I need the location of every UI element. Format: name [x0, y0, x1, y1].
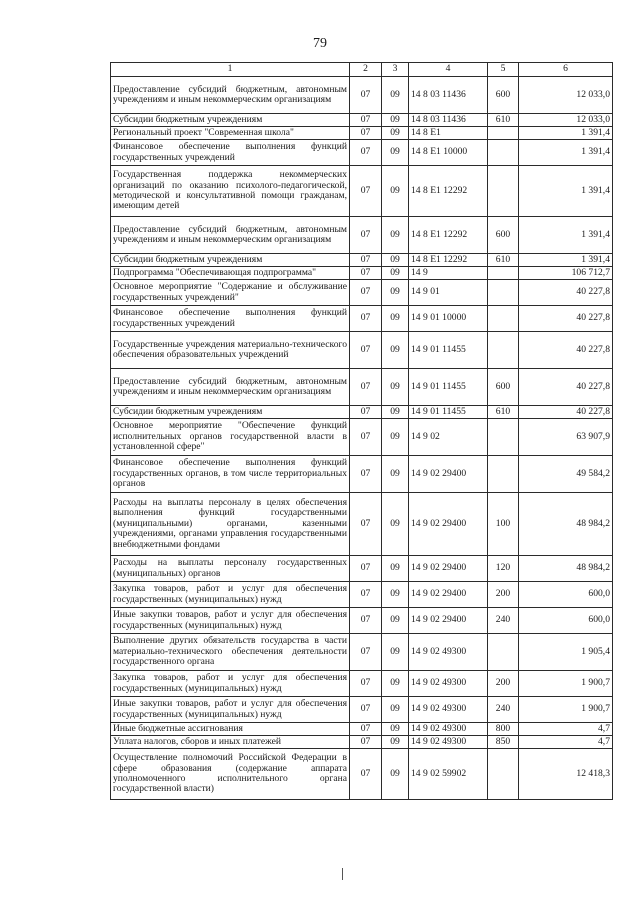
row-code: 14 8 03 11436: [409, 114, 488, 127]
row-name: Расходы на выплаты персоналу в целях обеспечения выполнения функций государственными (муниципальными) органами, казенными учреждениями, органами управления государственными внебюджетными фондами: [111, 493, 350, 556]
row-subsection: 09: [382, 608, 409, 634]
row-type: [488, 749, 519, 800]
row-code: 14 8 E1: [409, 127, 488, 140]
row-type: 610: [488, 406, 519, 419]
row-subsection: 09: [382, 280, 409, 306]
table-row: [111, 114, 613, 127]
table-row: [111, 406, 613, 419]
row-amount: 40 227,8: [519, 369, 613, 406]
table-row: [111, 582, 613, 608]
row-subsection: 09: [382, 369, 409, 406]
row-code: 14 9 02: [409, 419, 488, 456]
row-amount: 4,7: [519, 723, 613, 736]
row-name: Подпрограмма "Обеспечивающая подпрограмма": [111, 267, 350, 280]
row-subsection: 09: [382, 114, 409, 127]
row-name: Расходы на выплаты персоналу государственных (муниципальных) органов: [111, 556, 350, 582]
row-name: Закупка товаров, работ и услуг для обеспечения государственных (муниципальных) нужд: [111, 582, 350, 608]
row-subsection: 09: [382, 166, 409, 217]
row-section: 07: [350, 582, 382, 608]
row-amount: 48 984,2: [519, 493, 613, 556]
row-name: Субсидии бюджетным учреждениям: [111, 254, 350, 267]
row-subsection: 09: [382, 582, 409, 608]
row-subsection: 09: [382, 749, 409, 800]
header-amount: 6: [519, 63, 613, 77]
row-amount: 1 391,4: [519, 254, 613, 267]
row-name: Иные бюджетные ассигнования: [111, 723, 350, 736]
header-code: 4: [409, 63, 488, 77]
row-type: 610: [488, 114, 519, 127]
row-subsection: 09: [382, 267, 409, 280]
row-type: 120: [488, 556, 519, 582]
row-type: [488, 306, 519, 332]
row-section: 07: [350, 406, 382, 419]
row-amount: 1 391,4: [519, 127, 613, 140]
row-code: 14 8 E1 12292: [409, 166, 488, 217]
row-type: 200: [488, 582, 519, 608]
row-subsection: 09: [382, 419, 409, 456]
row-section: 07: [350, 114, 382, 127]
table-row: [111, 166, 613, 217]
row-amount: 40 227,8: [519, 280, 613, 306]
row-code: 14 9 02 49300: [409, 634, 488, 671]
budget-table: [110, 62, 613, 800]
row-name: Иные закупки товаров, работ и услуг для обеспечения государственных (муниципальных) нужд: [111, 608, 350, 634]
row-amount: 1 391,4: [519, 217, 613, 254]
row-name: Государственная поддержка некоммерческих организаций по оказанию психолого-педагогической, методической и консультативной помощи гражданам, имеющим детей: [111, 166, 350, 217]
row-subsection: 09: [382, 217, 409, 254]
row-subsection: 09: [382, 723, 409, 736]
row-section: 07: [350, 127, 382, 140]
row-subsection: 09: [382, 254, 409, 267]
row-amount: 600,0: [519, 608, 613, 634]
row-code: 14 9: [409, 267, 488, 280]
row-code: 14 9 02 29400: [409, 493, 488, 556]
row-amount: 12 033,0: [519, 77, 613, 114]
row-type: [488, 166, 519, 217]
row-code: 14 9 01 11455: [409, 369, 488, 406]
row-code: 14 9 02 29400: [409, 582, 488, 608]
row-type: 600: [488, 77, 519, 114]
table-row: [111, 671, 613, 697]
row-section: 07: [350, 369, 382, 406]
row-name: Государственные учреждения материально-технического обеспечения образовательных учреждений: [111, 332, 350, 369]
row-name: Закупка товаров, работ и услуг для обеспечения государственных (муниципальных) нужд: [111, 671, 350, 697]
row-type: 850: [488, 736, 519, 749]
row-amount: 600,0: [519, 582, 613, 608]
row-code: 14 9 01 10000: [409, 306, 488, 332]
table-header-row: [111, 63, 613, 77]
row-name: Иные закупки товаров, работ и услуг для обеспечения государственных (муниципальных) нужд: [111, 697, 350, 723]
row-code: 14 9 01 11455: [409, 406, 488, 419]
table-row: [111, 140, 613, 166]
header-type: 5: [488, 63, 519, 77]
row-amount: 106 712,7: [519, 267, 613, 280]
row-name: Уплата налогов, сборов и иных платежей: [111, 736, 350, 749]
row-section: 07: [350, 254, 382, 267]
row-code: 14 8 E1 12292: [409, 254, 488, 267]
row-section: 07: [350, 608, 382, 634]
table-row: [111, 608, 613, 634]
table-row: [111, 77, 613, 114]
row-section: 07: [350, 697, 382, 723]
row-subsection: 09: [382, 127, 409, 140]
header-name: 1: [111, 63, 350, 77]
row-name: Субсидии бюджетным учреждениям: [111, 114, 350, 127]
row-amount: 40 227,8: [519, 406, 613, 419]
row-amount: 12 033,0: [519, 114, 613, 127]
row-type: [488, 419, 519, 456]
row-amount: 63 907,9: [519, 419, 613, 456]
row-type: 100: [488, 493, 519, 556]
row-name: Предоставление субсидий бюджетным, автономным учреждениям и иным некоммерческим организациям: [111, 77, 350, 114]
row-amount: 40 227,8: [519, 332, 613, 369]
row-section: 07: [350, 749, 382, 800]
table-row: [111, 749, 613, 800]
row-type: 600: [488, 217, 519, 254]
table-row: [111, 556, 613, 582]
table-row: [111, 419, 613, 456]
row-section: 07: [350, 77, 382, 114]
row-code: 14 9 01: [409, 280, 488, 306]
row-name: Выполнение других обязательств государства в части материально-технического обеспечения деятельности государственного органа: [111, 634, 350, 671]
row-amount: 49 584,2: [519, 456, 613, 493]
row-type: 600: [488, 369, 519, 406]
row-code: 14 9 02 29400: [409, 556, 488, 582]
row-code: 14 9 02 49300: [409, 723, 488, 736]
row-type: [488, 140, 519, 166]
row-amount: 40 227,8: [519, 306, 613, 332]
table-row: [111, 332, 613, 369]
row-type: 240: [488, 608, 519, 634]
row-type: [488, 280, 519, 306]
header-subsection: 3: [382, 63, 409, 77]
row-subsection: 09: [382, 77, 409, 114]
row-section: 07: [350, 634, 382, 671]
row-name: Предоставление субсидий бюджетным, автономным учреждениям и иным некоммерческим организациям: [111, 217, 350, 254]
row-subsection: 09: [382, 671, 409, 697]
row-section: 07: [350, 140, 382, 166]
row-subsection: 09: [382, 736, 409, 749]
row-subsection: 09: [382, 406, 409, 419]
table-row: [111, 267, 613, 280]
row-amount: 1 900,7: [519, 697, 613, 723]
row-section: 07: [350, 456, 382, 493]
row-name: Финансовое обеспечение выполнения функций государственных учреждений: [111, 306, 350, 332]
row-name: Региональный проект "Современная школа": [111, 127, 350, 140]
row-amount: 1 905,4: [519, 634, 613, 671]
row-amount: 48 984,2: [519, 556, 613, 582]
table-row: [111, 456, 613, 493]
row-code: 14 8 E1 10000: [409, 140, 488, 166]
row-subsection: 09: [382, 493, 409, 556]
row-subsection: 09: [382, 634, 409, 671]
row-section: 07: [350, 556, 382, 582]
row-amount: 1 391,4: [519, 166, 613, 217]
row-code: 14 9 02 49300: [409, 697, 488, 723]
row-amount: 1 900,7: [519, 671, 613, 697]
table-row: [111, 493, 613, 556]
row-code: 14 9 02 29400: [409, 608, 488, 634]
row-type: [488, 267, 519, 280]
row-type: [488, 127, 519, 140]
table-row: [111, 306, 613, 332]
row-section: 07: [350, 723, 382, 736]
row-amount: 4,7: [519, 736, 613, 749]
row-subsection: 09: [382, 456, 409, 493]
row-section: 07: [350, 280, 382, 306]
row-name: Основное мероприятие "Обеспечение функций исполнительных органов государственной власти в установленной сфере": [111, 419, 350, 456]
scan-mark: [342, 868, 343, 880]
row-code: 14 9 02 49300: [409, 736, 488, 749]
row-subsection: 09: [382, 697, 409, 723]
row-code: 14 9 02 49300: [409, 671, 488, 697]
row-section: 07: [350, 419, 382, 456]
row-type: 610: [488, 254, 519, 267]
row-type: 200: [488, 671, 519, 697]
row-type: 240: [488, 697, 519, 723]
table-row: [111, 217, 613, 254]
row-code: 14 9 02 59902: [409, 749, 488, 800]
row-type: [488, 332, 519, 369]
row-name: Основное мероприятие "Содержание и обслуживание государственных учреждений": [111, 280, 350, 306]
row-section: 07: [350, 671, 382, 697]
row-subsection: 09: [382, 332, 409, 369]
row-amount: 12 418,3: [519, 749, 613, 800]
row-amount: 1 391,4: [519, 140, 613, 166]
row-subsection: 09: [382, 556, 409, 582]
row-type: [488, 634, 519, 671]
row-subsection: 09: [382, 140, 409, 166]
row-section: 07: [350, 332, 382, 369]
row-code: 14 9 01 11455: [409, 332, 488, 369]
row-name: Осуществление полномочий Российской Федерации в сфере образования (содержание аппарата уполномоченного исполнительного органа государственной власти): [111, 749, 350, 800]
table-row: [111, 723, 613, 736]
row-code: 14 8 03 11436: [409, 77, 488, 114]
row-name: Субсидии бюджетным учреждениям: [111, 406, 350, 419]
row-type: [488, 456, 519, 493]
table-row: [111, 280, 613, 306]
row-code: 14 8 E1 12292: [409, 217, 488, 254]
table-row: [111, 127, 613, 140]
row-code: 14 9 02 29400: [409, 456, 488, 493]
row-section: 07: [350, 166, 382, 217]
row-section: 07: [350, 267, 382, 280]
row-name: Финансовое обеспечение выполнения функций государственных органов, в том числе территориальных органов: [111, 456, 350, 493]
table-row: [111, 254, 613, 267]
row-name: Предоставление субсидий бюджетным, автономным учреждениям и иным некоммерческим организациям: [111, 369, 350, 406]
row-section: 07: [350, 736, 382, 749]
header-section: 2: [350, 63, 382, 77]
table-row: [111, 634, 613, 671]
row-type: 800: [488, 723, 519, 736]
page-number: 79: [313, 36, 327, 51]
row-subsection: 09: [382, 306, 409, 332]
table-row: [111, 369, 613, 406]
table-row: [111, 736, 613, 749]
row-section: 07: [350, 493, 382, 556]
table-row: [111, 697, 613, 723]
row-name: Финансовое обеспечение выполнения функций государственных учреждений: [111, 140, 350, 166]
row-section: 07: [350, 306, 382, 332]
row-section: 07: [350, 217, 382, 254]
